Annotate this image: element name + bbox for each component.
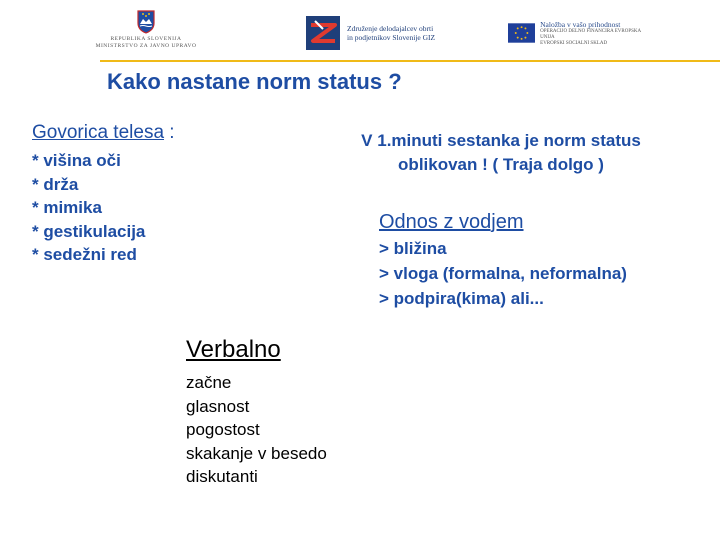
association-logo-line2: in podjetnikov Slovenije GIZ [347,33,436,42]
list-item: > podpira(kima) ali... [379,289,544,308]
first-minute-line2: oblikovan ! ( Traja dolgo ) [398,155,604,174]
eu-logo-line3: EVROPSKI SOCIALNI SKLAD [540,40,608,46]
body-language-list [32,149,145,267]
eu-fund-logo [508,10,653,56]
logo-header [0,0,720,66]
list-item: pogostost [186,420,260,439]
leader-relation-list [379,236,627,311]
list-item: * mimika [32,198,102,217]
list-item: skakanje v besedo [186,443,327,463]
association-logo [305,10,465,56]
list-item: glasnost [186,396,250,416]
list-item: * višina oči [32,151,121,170]
association-logo-line1: Združenje delodajalcev obrti [347,23,434,33]
slide-title: Kako nastane norm status ? [107,69,402,94]
verbal-list [186,371,327,489]
body-language-heading-suffix: : [164,122,175,143]
list-item: > vloga (formalna, neformalna) [379,264,627,283]
list-item: diskutanti [186,467,258,486]
eu-logo-slogan: Naložba v vašo prihodnost [540,19,621,29]
ministry-logo-line1: REPUBLIKA SLOVENIJA [110,36,182,42]
leader-relation-heading: Odnos z vodjem [379,211,524,233]
header-divider [100,60,720,62]
body-language-heading-text: Govorica telesa [32,122,165,143]
list-item: * sedežni red [32,245,137,264]
eu-flag-icon [508,23,535,43]
first-minute-line1: V 1.minuti sestanka je norm status [361,131,641,150]
verbal-heading: Verbalno [186,336,281,363]
list-item: * gestikulacija [32,221,146,241]
slovenia-crest-icon [136,10,156,34]
eu-logo-line2: OPERACIJO DELNO FINANCIRA EVROPSKA UNIJA [540,28,641,40]
ministry-logo [76,10,216,56]
association-mark-icon [305,15,341,51]
body-language-heading [32,122,175,144]
first-minute-note [336,129,666,177]
list-item: > bližina [379,239,447,258]
list-item: začne [186,373,232,392]
list-item: * drža [32,174,79,194]
ministry-logo-line2: MINISTRSTVO ZA JAVNO UPRAVO [95,43,197,49]
